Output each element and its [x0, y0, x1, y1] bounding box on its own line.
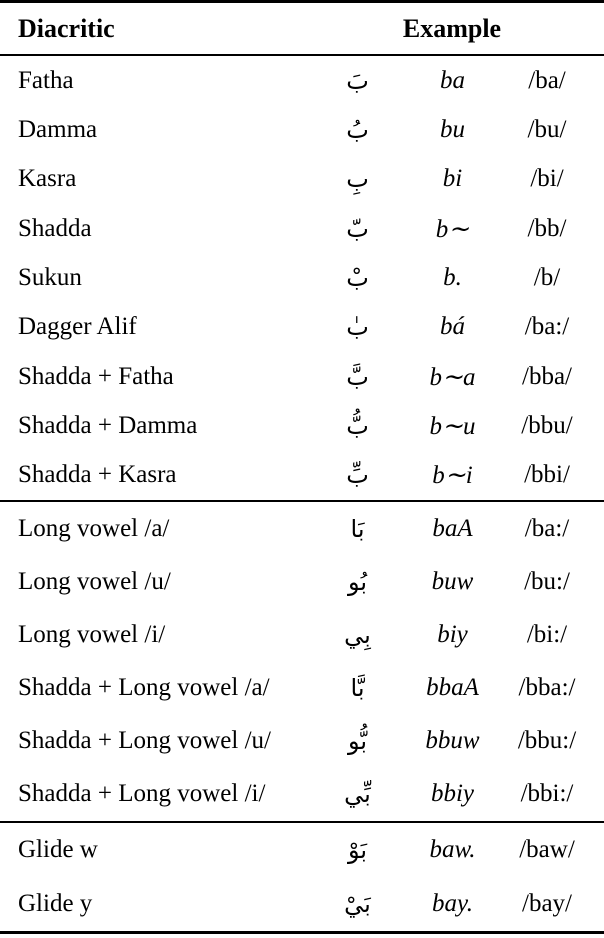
transliteration: b. — [443, 263, 462, 291]
table-row — [0, 502, 604, 555]
diacritic-name: Long vowel /u/ — [18, 567, 171, 595]
transliteration: b∼u — [429, 412, 476, 440]
table-row — [0, 662, 604, 715]
transliteration: bbaA — [426, 674, 479, 702]
transliteration: bbiy — [430, 780, 475, 808]
row-group-glides — [0, 823, 604, 931]
diacritic-name: Shadda + Long vowel /u/ — [18, 727, 271, 755]
transliteration: b∼a — [429, 363, 476, 391]
arabic-example: بُّو — [347, 727, 368, 756]
table-row — [0, 401, 604, 450]
table-row — [0, 608, 604, 661]
phonetic-value: /bi/ — [530, 165, 564, 193]
transliteration: bay. — [432, 890, 473, 917]
arabic-example: بَّا — [350, 674, 365, 703]
phonetic-value: /bba:/ — [518, 674, 576, 702]
transliteration: b∼ — [435, 215, 470, 243]
transliteration: buw — [431, 567, 474, 595]
transliteration: ba — [440, 66, 465, 94]
table-row — [0, 155, 604, 204]
table-row — [0, 877, 604, 931]
transliteration: bu — [440, 115, 465, 143]
row-group-long-vowels — [0, 502, 604, 821]
arabic-example: بُّ — [346, 411, 369, 440]
transliteration: b∼i — [432, 462, 473, 490]
phonetic-value: /bba/ — [522, 362, 572, 390]
phonetic-value: /bi:/ — [526, 620, 568, 648]
table-row — [0, 451, 604, 500]
arabic-example: بّ — [346, 214, 369, 243]
phonetic-value: /bay/ — [522, 890, 572, 917]
diacritic-name: Shadda + Long vowel /a/ — [18, 674, 270, 702]
arabic-example: بِّ — [346, 461, 369, 490]
diacritic-name: Fatha — [18, 66, 74, 94]
transliteration: biy — [437, 620, 468, 648]
table-row — [0, 823, 604, 877]
table-row — [0, 56, 604, 105]
diacritic-name: Shadda — [18, 214, 92, 242]
phonetic-value: /bbi/ — [524, 461, 570, 489]
phonetic-value: /ba:/ — [524, 313, 570, 341]
phonetic-value: /ba/ — [528, 66, 566, 94]
table-row — [0, 303, 604, 352]
phonetic-value: /bbu:/ — [517, 727, 577, 755]
arabic-example: بِي — [344, 620, 371, 649]
phonetic-value: /bb/ — [527, 214, 567, 242]
diacritic-name: Shadda + Kasra — [18, 461, 177, 489]
diacritic-name: Dagger Alif — [18, 313, 137, 341]
diacritic-name: Shadda + Fatha — [18, 362, 174, 390]
arabic-example: بُو — [347, 567, 368, 596]
transliteration: baw. — [429, 836, 476, 863]
table-row — [0, 352, 604, 401]
arabic-example: بٰ — [346, 313, 369, 342]
diacritic-name: Long vowel /a/ — [18, 514, 170, 542]
table-row — [0, 768, 604, 821]
diacritic-name: Glide y — [18, 890, 93, 917]
diacritic-name: Sukun — [18, 263, 82, 291]
transliteration: bá — [440, 313, 465, 341]
arabic-example: بَيْ — [344, 890, 371, 918]
phonetic-value: /ba:/ — [524, 514, 570, 542]
arabic-example: بَ — [346, 66, 369, 95]
diacritic-name: Shadda + Long vowel /i/ — [18, 780, 266, 808]
table-row — [0, 555, 604, 608]
column-header-example: Example — [402, 13, 502, 43]
diacritic-name: Long vowel /i/ — [18, 620, 166, 648]
phonetic-value: /baw/ — [519, 836, 575, 863]
column-header-diacritic: Diacritic — [18, 13, 115, 43]
transliteration: bi — [442, 165, 463, 193]
arabic-example: بَوْ — [347, 836, 368, 864]
transliteration: bbuw — [425, 727, 480, 755]
phonetic-value: /bbi:/ — [520, 780, 574, 808]
table-row — [0, 105, 604, 154]
arabic-example: بَا — [350, 514, 365, 543]
phonetic-value: /bbu/ — [521, 411, 573, 439]
arabic-example: بَّ — [346, 362, 369, 391]
phonetic-value: /bu:/ — [524, 567, 570, 595]
diacritic-name: Glide w — [18, 836, 98, 863]
arabic-example: بُ — [346, 115, 369, 144]
table-header-row — [0, 3, 604, 54]
arabic-example: بْ — [346, 263, 369, 292]
arabic-example: بِ — [346, 165, 369, 194]
phonetic-value: /bu/ — [527, 115, 567, 143]
diacritic-name: Damma — [18, 115, 98, 143]
table-row — [0, 204, 604, 253]
diacritic-name: Shadda + Damma — [18, 411, 198, 439]
transliteration: baA — [432, 514, 473, 542]
table-row — [0, 253, 604, 302]
row-group-short-vowels — [0, 56, 604, 500]
phonetic-value: /b/ — [533, 263, 561, 291]
diacritic-name: Kasra — [18, 165, 77, 193]
table-bottom-rule — [0, 931, 604, 934]
arabic-example: بِّي — [344, 780, 371, 809]
table-row — [0, 715, 604, 768]
